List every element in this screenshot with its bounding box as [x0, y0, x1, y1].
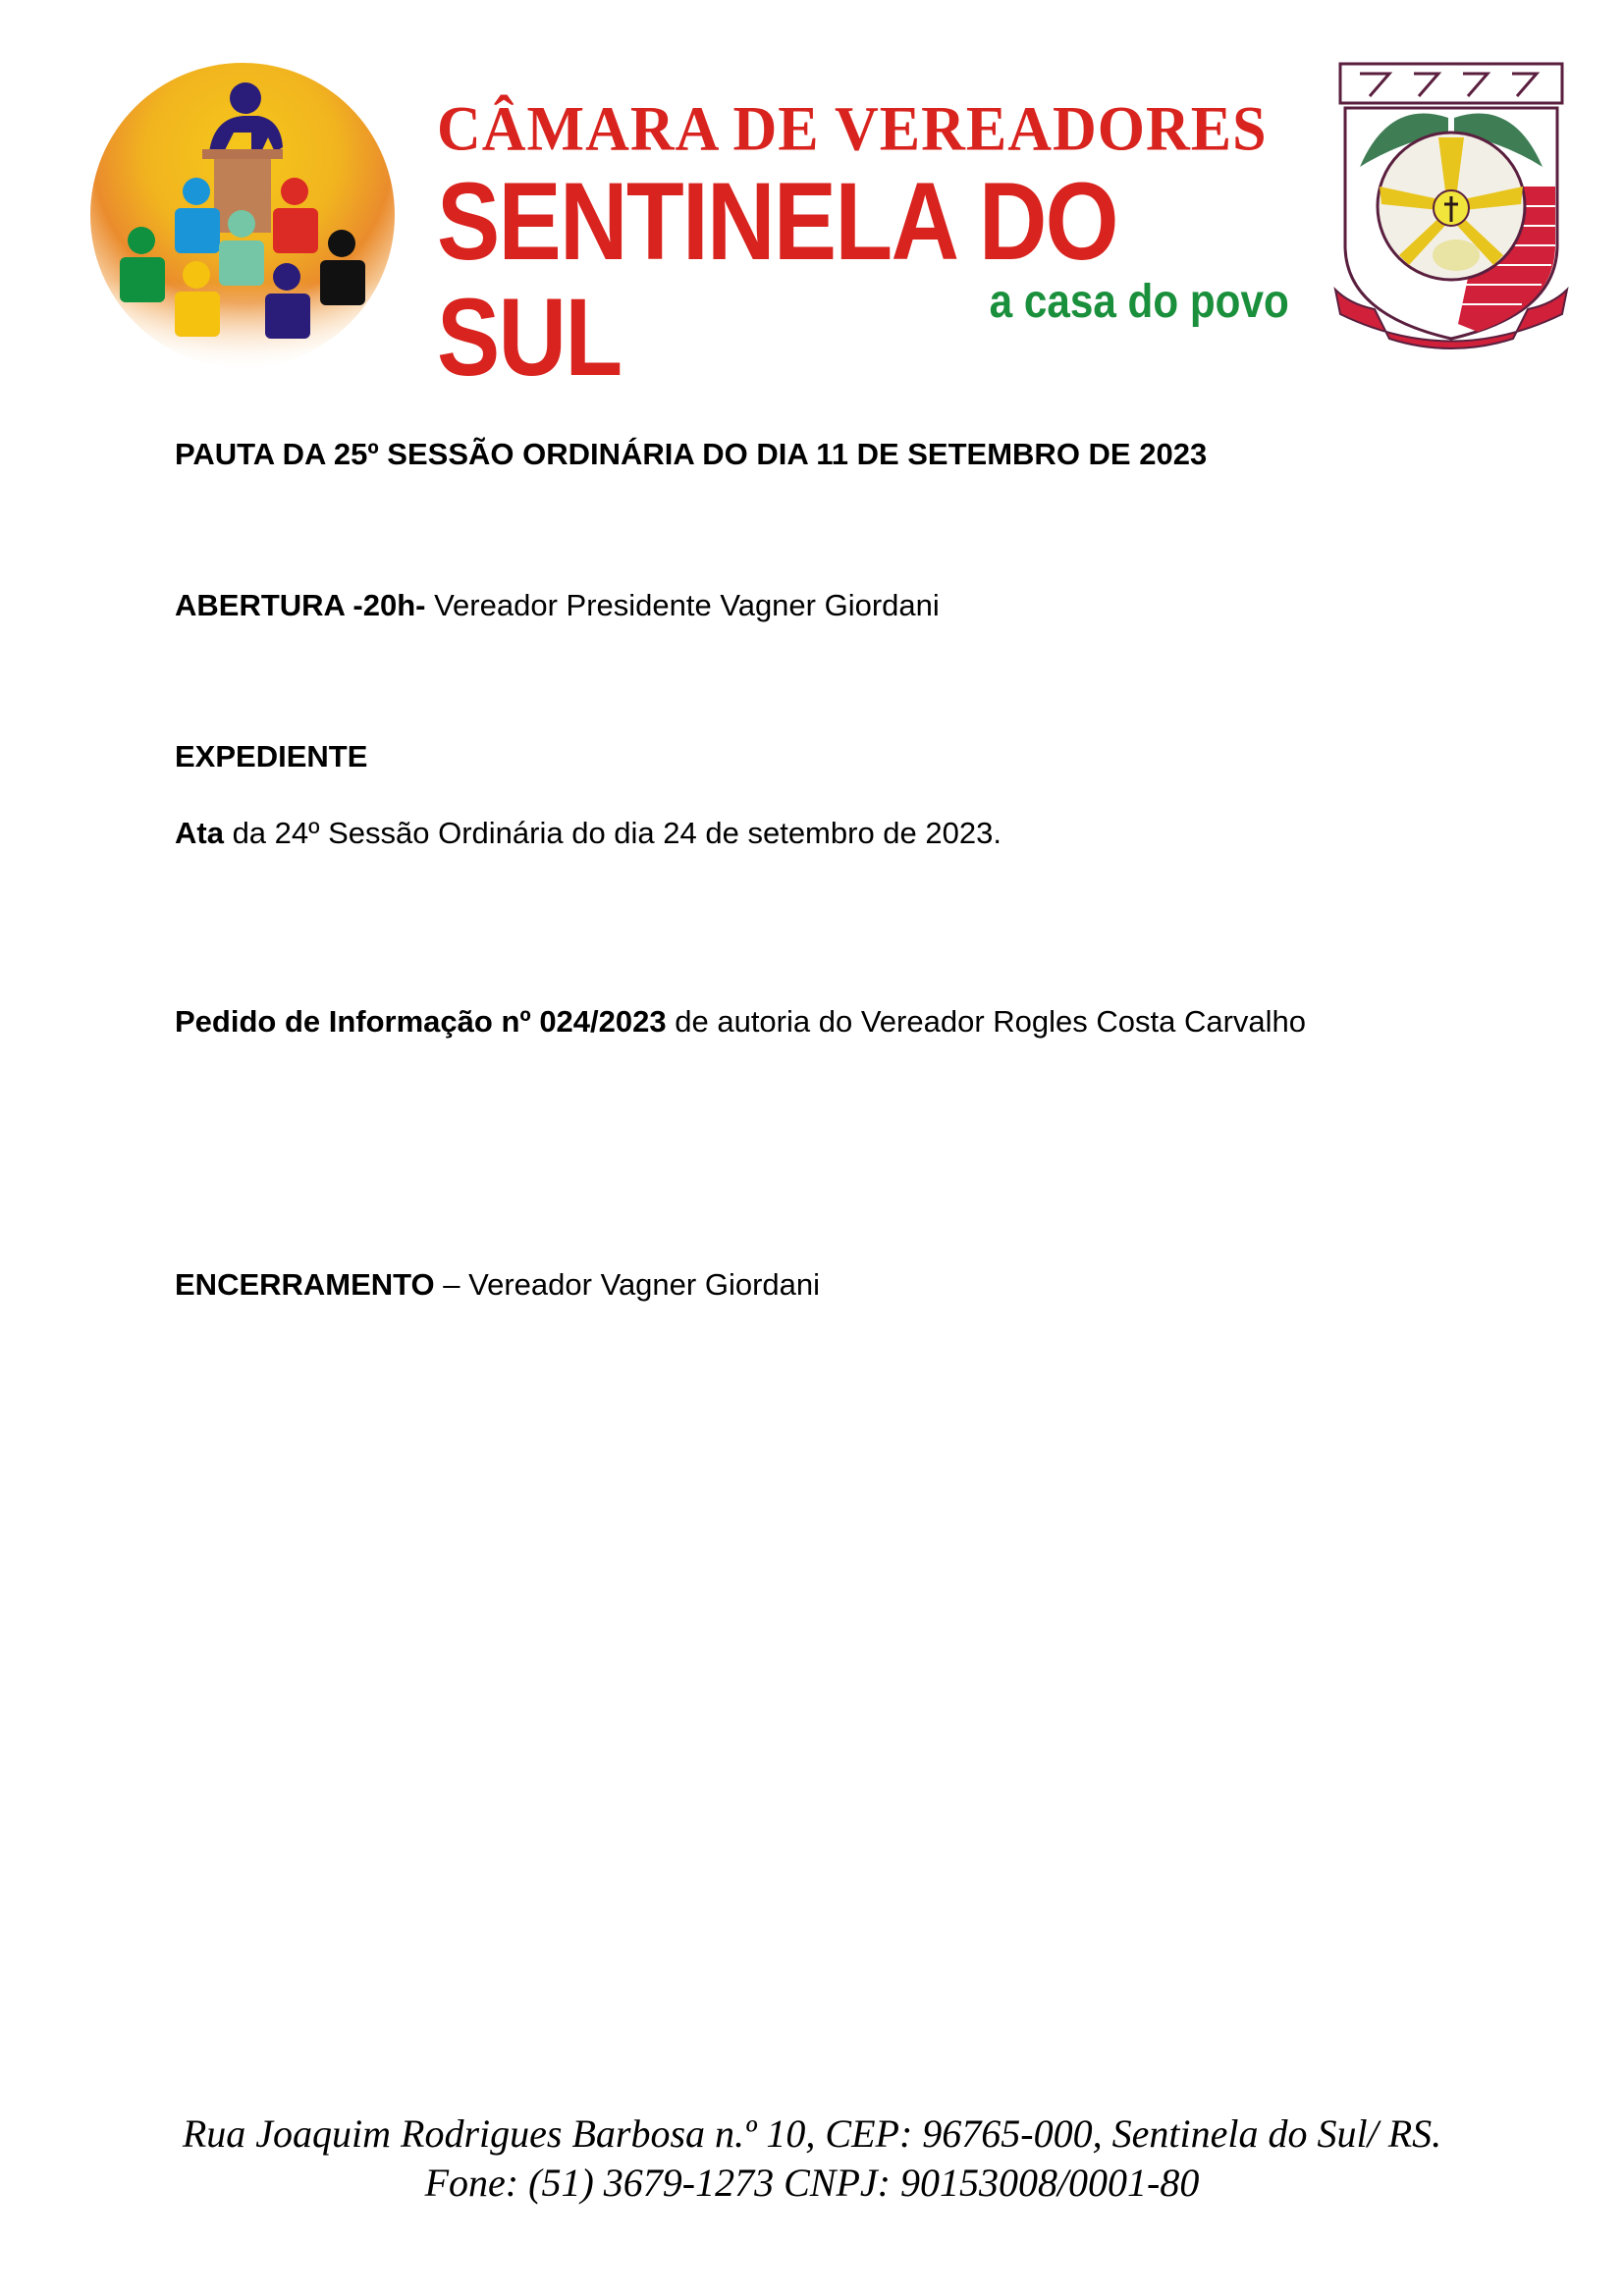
- ata-label: Ata: [175, 816, 224, 850]
- camara-logo: [86, 59, 399, 371]
- footer-address: Rua Joaquim Rodrigues Barbosa n.º 10, CEP: 96765-000, Sentinela do Sul/ RS.: [182, 2111, 1442, 2156]
- agenda-item-encerramento: [175, 1266, 820, 1304]
- agenda-item-abertura: [175, 587, 940, 624]
- encerramento-label: ENCERRAMENTO: [175, 1267, 435, 1302]
- agenda-item-ata: [175, 815, 1001, 852]
- brand-line-sentinela: SENTINELA DO SUL: [437, 160, 1117, 399]
- brand-wordmark: [437, 93, 1301, 399]
- brand-line-camara: CÂMARA DE VEREADORES: [437, 94, 1268, 165]
- abertura-text: Vereador Presidente Vagner Giordani: [425, 588, 940, 622]
- abertura-label: ABERTURA -20h-: [175, 588, 426, 622]
- agenda-title: PAUTA DA 25º SESSÃO ORDINÁRIA DO DIA 11 DE SETEMBRO DE 2023: [175, 437, 1208, 471]
- section-heading-expediente: EXPEDIENTE: [175, 739, 368, 774]
- encerramento-text: – Vereador Vagner Giordani: [434, 1267, 821, 1302]
- brand-slogan: a casa do povo: [989, 276, 1289, 328]
- pedido-text: de autoria do Vereador Rogles Costa Carvalho: [666, 1004, 1307, 1039]
- footer-contact: Fone: (51) 3679-1273 CNPJ: 90153008/0001-80: [424, 2161, 1200, 2205]
- ata-text: da 24º Sessão Ordinária do dia 24 de setembro de 2023.: [223, 816, 1001, 850]
- coat-of-arms-icon: [1330, 59, 1572, 353]
- agenda-item-pedido-informacao: [175, 1003, 1306, 1041]
- people-assembly-icon: [86, 59, 399, 371]
- pedido-label: Pedido de Informação nº 024/2023: [175, 1004, 667, 1039]
- coat-of-arms: [1330, 59, 1572, 353]
